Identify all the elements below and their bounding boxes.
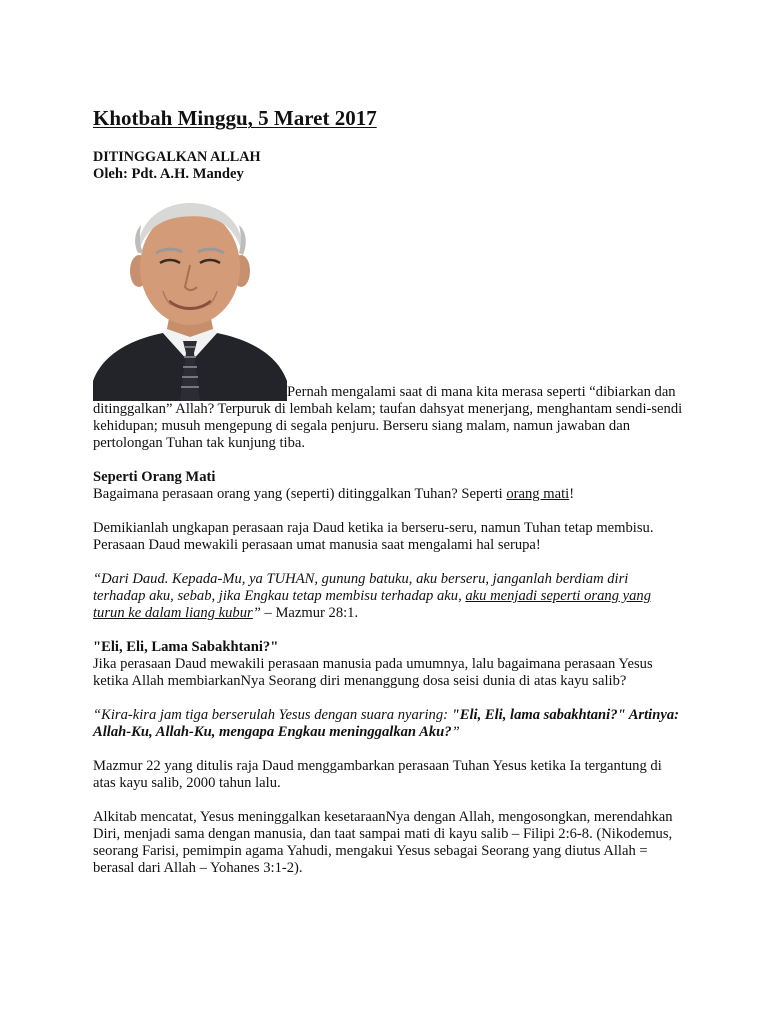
- sermon-title: DITINGGALKAN ALLAH: [93, 149, 261, 165]
- quote-mazmur-28: [93, 571, 683, 622]
- section-text: Bagaimana perasaan orang yang (seperti) ditinggalkan Tuhan? Seperti: [93, 486, 507, 502]
- sermon-author: Oleh: Pdt. A.H. Mandey: [93, 166, 244, 182]
- paragraph-daud: Demikianlah ungkapan perasaan raja Daud ketika ia berseru-seru, namun Tuhan tetap membisu. Perasaan Daud mewakili perasaan umat manusia saat mengalami hal serupa!: [93, 520, 654, 553]
- quote-text: “Kira-kira jam tiga berserulah Yesus dengan suara nyaring:: [93, 707, 452, 723]
- quote-reference: – Mazmur 28:1.: [260, 605, 359, 621]
- intro-block: [93, 191, 683, 452]
- quote-eli-eli: [93, 707, 683, 741]
- quote-text: “Dari Daud. Kepada-Mu, ya TUHAN, gunung batuku, aku berseru, janganlah berdiam diri terhadap aku, sebab, jika Engkau tetap membisu terhadap aku,: [93, 571, 629, 604]
- quote-close: ”: [252, 605, 261, 621]
- section-heading: "Eli, Eli, Lama Sabakhtani?": [93, 639, 279, 655]
- section-heading: Seperti Orang Mati: [93, 469, 216, 485]
- section-text-end: !: [569, 486, 575, 502]
- document-page: [93, 104, 683, 894]
- section-text: Jika perasaan Daud mewakili perasaan manusia pada umumnya, lalu bagaimana perasaan Yesus ketika Allah membiarkanNya Seorang diri menanggung dosa seisi dunia di atas kayu salib?: [93, 656, 653, 689]
- quote-bold-text: "Eli, Eli, lama sabakhtani?" Artinya: Allah-Ku, Allah-Ku, mengapa Engkau meninggalkan Aku?: [93, 707, 679, 740]
- intro-paragraph: Pernah mengalami saat di mana kita merasa seperti “dibiarkan dan ditinggalkan” Allah? Terpuruk di lembah kelam; taufan dahsyat menerjang, menghantam sendi-sendi kehidupan; musuh mengepung di segala penjuru. Berseru siang malam, namun jawaban dan pertolongan Tuhan tak kunjung tiba.: [93, 384, 683, 451]
- author-portrait: [93, 191, 287, 401]
- quote-close: ”: [451, 724, 460, 740]
- quote-underlined: aku menjadi seperti orang yang turun ke dalam liang kubur: [93, 588, 652, 621]
- section-eli-eli: [93, 639, 683, 690]
- section-seperti-orang-mati: [93, 469, 683, 503]
- underlined-phrase: orang mati: [506, 486, 570, 502]
- paragraph-mazmur-22: Mazmur 22 yang ditulis raja Daud menggambarkan perasaan Tuhan Yesus ketika Ia tergantung di atas kayu salib, 2000 tahun lalu.: [93, 758, 662, 791]
- paragraph-alkitab: Alkitab mencatat, Yesus meninggalkan kesetaraanNya dengan Allah, mengosongkan, merendahkan Diri, menjadi sama dengan manusia, dan taat sampai mati di kayu salib – Filipi 2:6-8. (Nikodemus, seorang Farisi, pemimpin agama Yahudi, mengakui Yesus sebagai Seorang yang diutus Allah = berasal dari Allah – Yohanes 3:1-2).: [93, 809, 673, 876]
- page-title: Khotbah Minggu, 5 Maret 2017: [93, 106, 377, 130]
